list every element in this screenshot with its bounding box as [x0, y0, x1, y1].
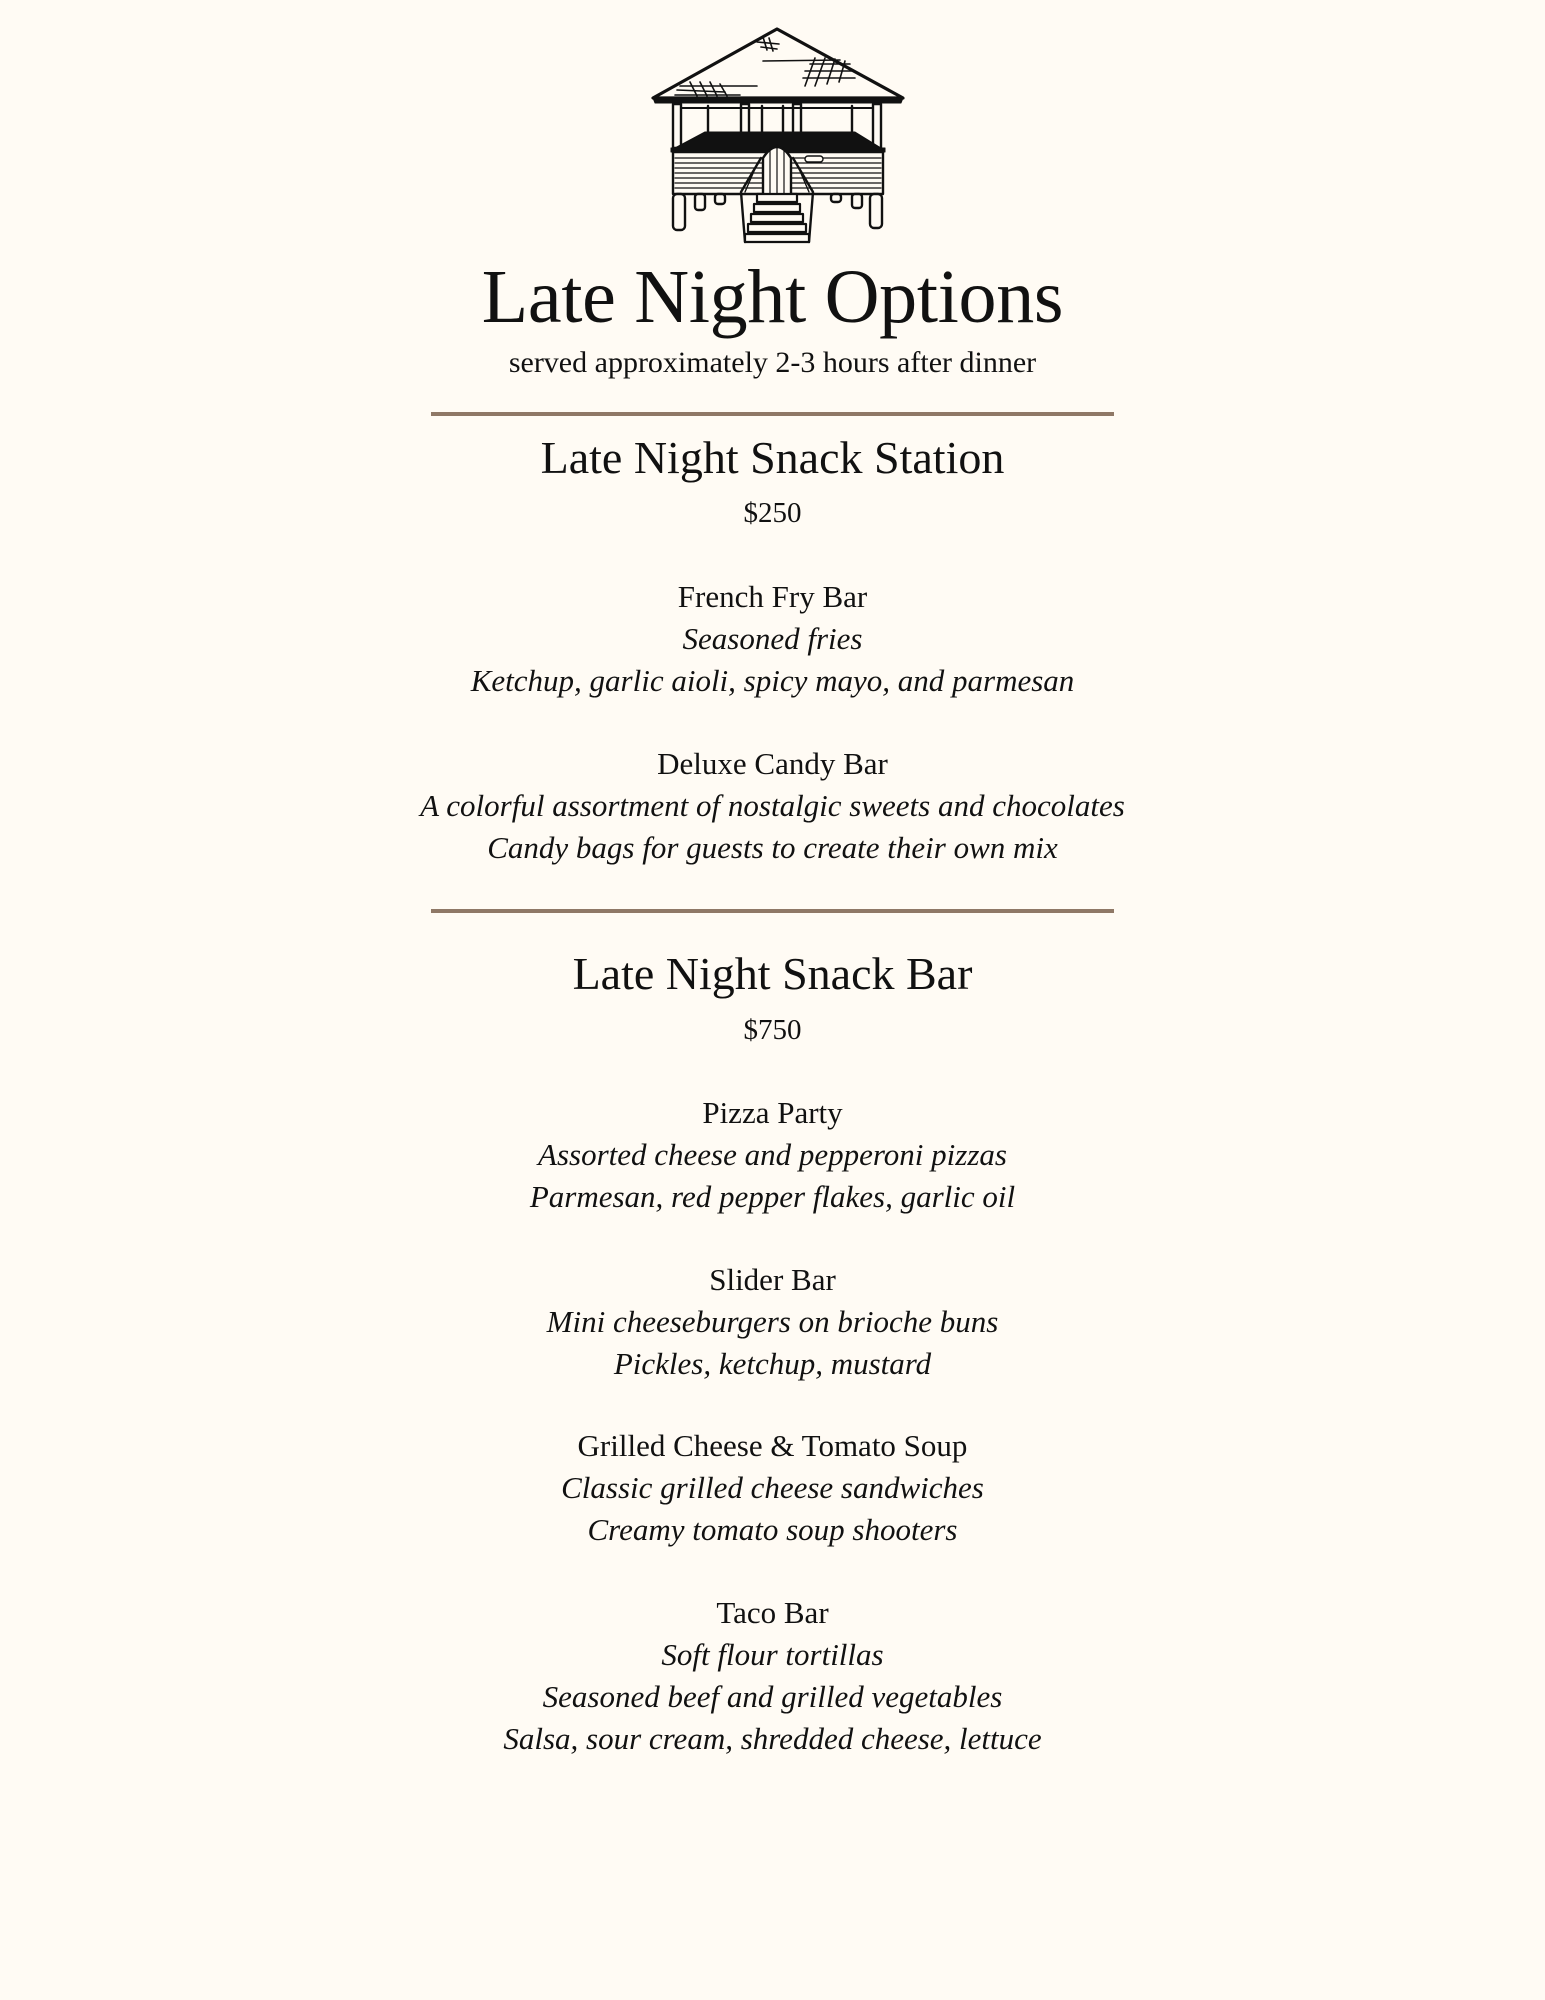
menu-item [0, 743, 1545, 869]
section-divider [431, 412, 1114, 416]
menu-item-name: Slider Bar [709, 1262, 836, 1297]
menu-item-name: Grilled Cheese & Tomato Soup [577, 1428, 968, 1463]
menu-item-name: Deluxe Candy Bar [657, 746, 888, 781]
section-price: $750 [743, 1014, 802, 1046]
menu-item-name: Taco Bar [716, 1595, 829, 1630]
menu-item-detail: Salsa, sour cream, shredded cheese, lettuce [503, 1721, 1042, 1756]
section-title: Late Night Snack Station [540, 432, 1005, 483]
menu-item-detail: Seasoned fries [682, 621, 863, 656]
menu-item-name: Pizza Party [702, 1095, 843, 1130]
menu-item [0, 1259, 1545, 1385]
menu-item-detail: Soft flour tortillas [661, 1637, 884, 1672]
menu-item-detail: Mini cheeseburgers on brioche buns [546, 1304, 999, 1339]
menu-item-name: French Fry Bar [677, 579, 868, 614]
section-divider [431, 909, 1114, 913]
page-subtitle: served approximately 2-3 hours after dinner [508, 346, 1037, 379]
stilt-house-pavilion-icon [645, 24, 910, 249]
page-title: Late Night Options [481, 255, 1064, 339]
menu-item-detail: Ketchup, garlic aioli, spicy mayo, and parmesan [470, 663, 1075, 698]
menu-item-detail: Creamy tomato soup shooters [587, 1512, 958, 1547]
menu-item-detail: A colorful assortment of nostalgic sweets and chocolates [420, 788, 1125, 823]
menu-item [0, 576, 1545, 702]
menu-item [0, 1592, 1545, 1760]
menu-item-detail: Pickles, ketchup, mustard [613, 1346, 932, 1381]
section-price: $250 [743, 497, 802, 529]
menu-item-detail: Assorted cheese and pepperoni pizzas [538, 1137, 1007, 1172]
section-title: Late Night Snack Bar [572, 948, 973, 999]
menu-item-detail: Classic grilled cheese sandwiches [561, 1470, 984, 1505]
menu-item [0, 1092, 1545, 1218]
menu-item-detail: Parmesan, red pepper flakes, garlic oil [529, 1179, 1016, 1214]
menu-item [0, 1425, 1545, 1551]
menu-item-detail: Candy bags for guests to create their own mix [487, 830, 1058, 865]
menu-item-detail: Seasoned beef and grilled vegetables [542, 1679, 1003, 1714]
